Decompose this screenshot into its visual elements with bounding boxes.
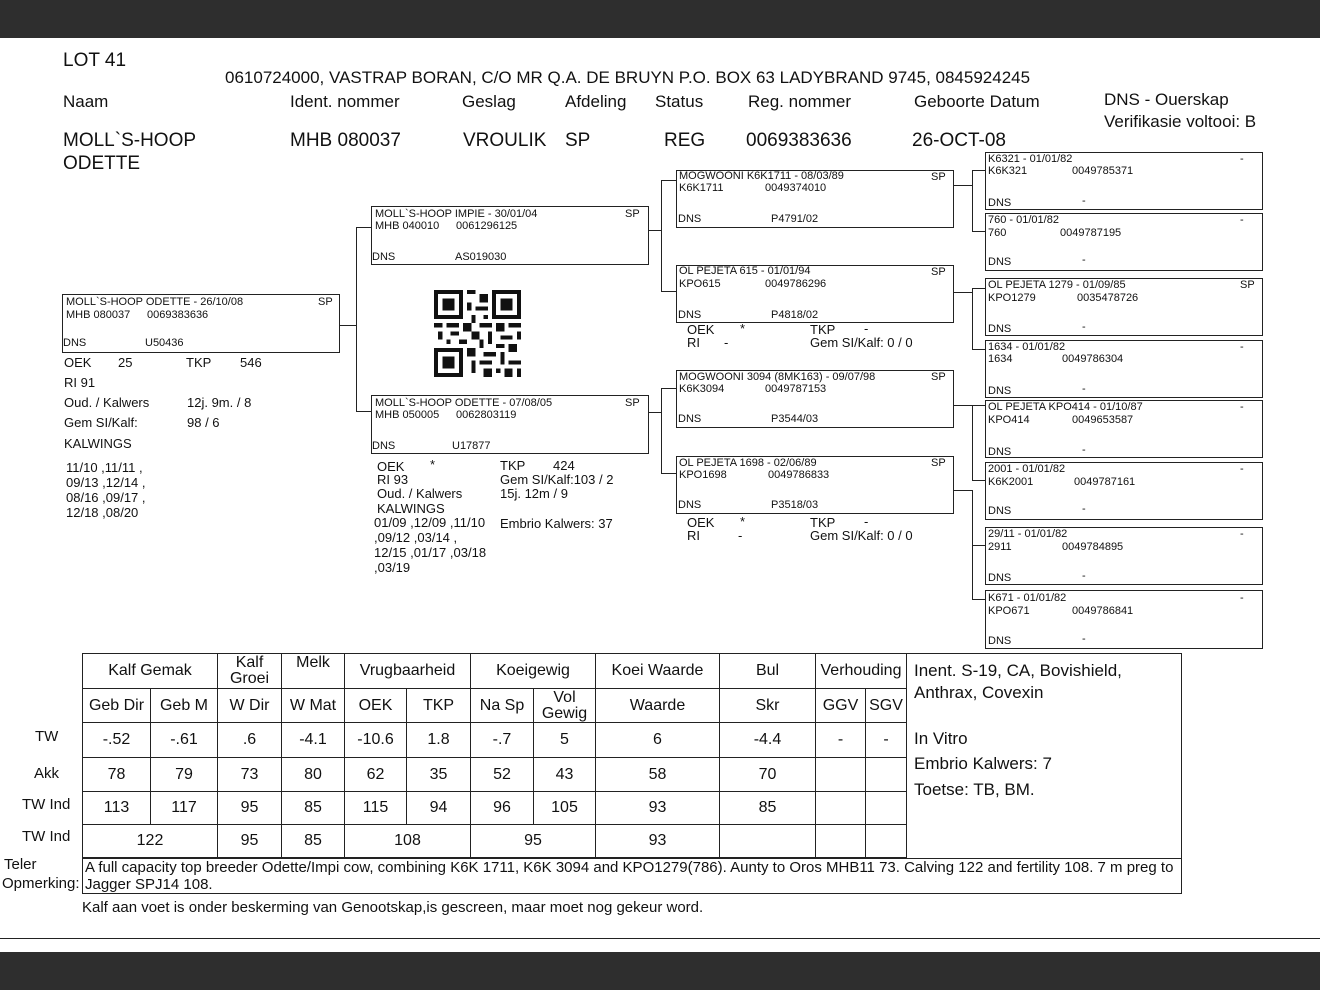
cell bbox=[866, 792, 907, 825]
pedigree-box-great-grandparent bbox=[985, 590, 1263, 649]
gp-tkp-label: TKP bbox=[810, 322, 836, 337]
box-dns: DNS bbox=[372, 440, 396, 452]
dam-kalwings-4: ,03/19 bbox=[374, 560, 411, 575]
top-bar bbox=[0, 0, 1320, 38]
cell: 73 bbox=[218, 758, 282, 792]
box-title: OL PEJETA 1279 - 01/09/85 bbox=[988, 279, 1126, 291]
box-id: 760 bbox=[988, 227, 1007, 239]
pedigree-line bbox=[661, 473, 677, 474]
box-id: K6K321 bbox=[988, 165, 1028, 177]
box-title: K671 - 01/01/82 bbox=[988, 592, 1067, 604]
animal-afdeling: SP bbox=[565, 130, 591, 151]
cell: -.61 bbox=[151, 723, 218, 758]
group-koeigewig: Koeigewig bbox=[471, 654, 596, 689]
pedigree-line bbox=[356, 227, 357, 412]
dam-oud-label: Oud. / Kalwers bbox=[377, 486, 463, 501]
box-title: MOGWOONI K6K1711 - 08/03/89 bbox=[679, 170, 844, 182]
box-dns-no: - bbox=[1082, 321, 1086, 333]
dam-embrio: Embrio Kalwers: 37 bbox=[500, 516, 613, 531]
group-verhouding: Verhouding bbox=[816, 654, 907, 689]
box-id: K6K3094 bbox=[679, 383, 725, 395]
sub-w-mat: W Mat bbox=[282, 689, 345, 723]
opmerking-label: Opmerking: bbox=[2, 875, 80, 892]
dam-kalwings-2: ,09/12 ,03/14 , bbox=[374, 530, 458, 545]
pedigree-box-grandparent bbox=[676, 265, 954, 323]
cell bbox=[816, 758, 866, 792]
cell: 58 bbox=[596, 758, 720, 792]
pedigree-box-great-grandparent bbox=[985, 152, 1263, 210]
box-dns-no: P4818/02 bbox=[771, 309, 819, 321]
box-title: MOLL`S-HOOP ODETTE - 07/08/05 bbox=[375, 397, 553, 409]
teler-label: Teler bbox=[4, 856, 37, 873]
gp-gem: Gem SI/Kalf: 0 / 0 bbox=[810, 528, 913, 543]
box-id: KPO414 bbox=[988, 414, 1030, 426]
pedigree-line bbox=[661, 388, 677, 389]
performance-table bbox=[82, 653, 907, 858]
row-label-tw-ind-2: TW Ind bbox=[22, 828, 71, 845]
box-reg: 0049786296 bbox=[765, 278, 827, 290]
gp-oek-label: OEK bbox=[687, 322, 715, 337]
cell: 117 bbox=[151, 792, 218, 825]
box-reg: 0061296125 bbox=[456, 220, 518, 232]
in-vitro: In Vitro bbox=[914, 729, 968, 748]
row-tw-ind-2 bbox=[83, 825, 907, 858]
embrio-kalwers: Embrio Kalwers: 7 bbox=[914, 754, 1052, 773]
subject-gem-label: Gem SI/Kalf: bbox=[64, 415, 138, 430]
notes-box bbox=[906, 653, 1182, 859]
box-sp: - bbox=[1240, 401, 1244, 413]
box-dns: DNS bbox=[988, 385, 1012, 397]
cell: 1.8 bbox=[407, 723, 471, 758]
pedigree-line bbox=[972, 545, 986, 546]
row-label-tw-ind: TW Ind bbox=[22, 796, 71, 813]
pedigree-line bbox=[972, 170, 986, 171]
box-dns: DNS bbox=[988, 323, 1012, 335]
pedigree-box-sire bbox=[371, 206, 649, 265]
cell: -.52 bbox=[83, 723, 151, 758]
sub-vol-gewig: Vol Gewig bbox=[534, 689, 596, 723]
gp-tkp-value: - bbox=[864, 514, 869, 529]
pedigree-box-great-grandparent bbox=[985, 527, 1263, 585]
box-dns: DNS bbox=[988, 635, 1012, 647]
subject-kalwings: KALWINGS bbox=[64, 436, 132, 451]
cell: 93 bbox=[596, 792, 720, 825]
subject-tkp-value: 546 bbox=[240, 355, 262, 370]
inent-line-2: Anthrax, Covexin bbox=[914, 683, 1044, 702]
box-dns-no: U50436 bbox=[145, 337, 184, 349]
box-dns-no: - bbox=[1082, 195, 1086, 207]
toetse: Toetse: TB, BM. bbox=[914, 780, 1035, 799]
cell: 43 bbox=[534, 758, 596, 792]
pedigree-line bbox=[972, 288, 986, 289]
cell: 108 bbox=[345, 825, 471, 858]
dam-oud-value: 15j. 12m / 9 bbox=[500, 486, 568, 501]
gp-ri-label: RI bbox=[687, 335, 700, 350]
pedigree-line bbox=[954, 490, 972, 491]
cell: -4.1 bbox=[282, 723, 345, 758]
gp-oek-value: * bbox=[740, 321, 746, 336]
sub-geb-dir: Geb Dir bbox=[83, 689, 151, 723]
box-id: KPO1279 bbox=[988, 292, 1036, 304]
cell: 95 bbox=[471, 825, 596, 858]
box-dns: DNS bbox=[988, 197, 1012, 209]
comment-text: A full capacity top breeder Odette/Impi cow, combining K6K 1711, K6K 3094 and KPO1279(786). Aunty to Oros MHB11 73. Calving 122 and fertility 108. 7 m preg to Jagger SPJ14 108. bbox=[82, 858, 1182, 894]
box-dns-no: P4791/02 bbox=[771, 213, 819, 225]
sub-tkp: TKP bbox=[407, 689, 471, 723]
gp-tkp-value: - bbox=[864, 321, 869, 336]
box-reg: 0049787195 bbox=[1060, 227, 1122, 239]
cell: 95 bbox=[218, 792, 282, 825]
subject-tkp-label: TKP bbox=[186, 355, 212, 370]
box-dns-no: AS019030 bbox=[455, 251, 507, 263]
cell: 79 bbox=[151, 758, 218, 792]
cell: 122 bbox=[83, 825, 218, 858]
label-geboorte: Geboorte Datum bbox=[914, 92, 1040, 111]
pedigree-box-dam bbox=[371, 395, 649, 454]
pedigree-line bbox=[972, 231, 986, 232]
dam-tkp-value: 424 bbox=[553, 458, 575, 473]
footer-rule bbox=[0, 938, 1320, 939]
box-dns-no: - bbox=[1082, 503, 1086, 515]
cell: 113 bbox=[83, 792, 151, 825]
sub-geb-m: Geb M bbox=[151, 689, 218, 723]
pedigree-line bbox=[649, 230, 661, 231]
box-sp: - bbox=[1240, 341, 1244, 353]
subject-gem-value: 98 / 6 bbox=[187, 415, 220, 430]
box-id: K6K1711 bbox=[679, 182, 724, 194]
subject-kalwings-2: 09/13 ,12/14 , bbox=[66, 475, 146, 490]
box-reg: 0062803119 bbox=[456, 409, 517, 421]
animal-ident: MHB 080037 bbox=[290, 130, 401, 151]
pedigree-box-grandparent bbox=[676, 370, 954, 428]
sub-sgv: SGV bbox=[866, 689, 907, 723]
box-title: K6321 - 01/01/82 bbox=[988, 153, 1073, 165]
box-dns: DNS bbox=[678, 309, 702, 321]
row-akk bbox=[83, 758, 907, 792]
sub-oek: OEK bbox=[345, 689, 407, 723]
animal-geslag: VROULIK bbox=[463, 130, 547, 151]
box-reg: 0049786304 bbox=[1062, 353, 1124, 365]
box-sp: - bbox=[1240, 528, 1244, 540]
pedigree-line bbox=[972, 405, 986, 406]
cell: 78 bbox=[83, 758, 151, 792]
box-id: K6K2001 bbox=[988, 476, 1034, 488]
box-reg: 0049787153 bbox=[765, 383, 827, 395]
cell: - bbox=[816, 723, 866, 758]
box-reg: 0069383636 bbox=[147, 309, 209, 321]
box-reg: 0049653587 bbox=[1072, 414, 1134, 426]
group-kalf-groei: Kalf Groei bbox=[218, 654, 282, 689]
box-sp: SP bbox=[931, 457, 946, 469]
pedigree-line bbox=[972, 480, 986, 481]
subject-oek-value: 25 bbox=[118, 355, 133, 370]
gp-oek-label: OEK bbox=[687, 515, 715, 530]
box-sp: - bbox=[1240, 153, 1244, 165]
box-title: OL PEJETA 615 - 01/01/94 bbox=[679, 265, 811, 277]
cell: 6 bbox=[596, 723, 720, 758]
bottom-bar bbox=[0, 952, 1320, 990]
box-dns-no: - bbox=[1082, 383, 1086, 395]
box-reg: 0049786841 bbox=[1072, 605, 1134, 617]
box-reg: 0049786833 bbox=[768, 469, 830, 481]
pedigree-box-grandparent bbox=[676, 456, 954, 514]
pedigree-box-great-grandparent bbox=[985, 278, 1263, 336]
subject-ri: RI 91 bbox=[64, 375, 96, 390]
cell: 105 bbox=[534, 792, 596, 825]
box-sp: SP bbox=[1240, 279, 1255, 291]
pedigree-line bbox=[356, 227, 372, 228]
group-bul: Bul bbox=[720, 654, 816, 689]
pedigree-line bbox=[954, 185, 972, 186]
box-reg: 0049374010 bbox=[765, 182, 827, 194]
gp-tkp-label: TKP bbox=[810, 515, 836, 530]
pedigree-line bbox=[649, 412, 661, 413]
box-id: KPO615 bbox=[679, 278, 721, 290]
box-dns: DNS bbox=[678, 413, 702, 425]
box-title: 29/11 - 01/01/82 bbox=[988, 528, 1068, 540]
label-geslag: Geslag bbox=[462, 92, 516, 111]
box-id: 2911 bbox=[988, 541, 1012, 553]
row-label-akk: Akk bbox=[34, 765, 60, 782]
pedigree-line bbox=[661, 180, 662, 292]
cell bbox=[866, 758, 907, 792]
cell: 95 bbox=[218, 825, 282, 858]
cell: 5 bbox=[534, 723, 596, 758]
pedigree-line bbox=[972, 170, 973, 232]
pedigree-box-great-grandparent bbox=[985, 340, 1263, 398]
box-reg: 0035478726 bbox=[1077, 292, 1139, 304]
box-id: KPO671 bbox=[988, 605, 1030, 617]
pedigree-line bbox=[972, 288, 973, 350]
subject-oud-value: 12j. 9m. / 8 bbox=[187, 395, 252, 410]
dns-verify: Verifikasie voltooi: B bbox=[1104, 112, 1257, 131]
cell: 85 bbox=[720, 792, 816, 825]
dam-kalwings: KALWINGS bbox=[377, 501, 445, 516]
box-sp: SP bbox=[931, 171, 946, 183]
cell: 70 bbox=[720, 758, 816, 792]
dam-gem: Gem SI/Kalf:103 / 2 bbox=[500, 472, 614, 487]
cell: 93 bbox=[596, 825, 720, 858]
cell: -4.4 bbox=[720, 723, 816, 758]
cell bbox=[816, 792, 866, 825]
dam-ri: RI 93 bbox=[377, 472, 409, 487]
pedigree-line bbox=[661, 180, 677, 181]
box-id: MHB 040010 bbox=[375, 220, 440, 232]
label-reg: Reg. nommer bbox=[748, 92, 851, 111]
gp-ri-value: - bbox=[724, 335, 729, 350]
box-title: 760 - 01/01/82 bbox=[988, 214, 1059, 226]
box-dns-no: U17877 bbox=[452, 440, 491, 452]
animal-status: REG bbox=[664, 130, 706, 151]
cell: -10.6 bbox=[345, 723, 407, 758]
group-melk: Melk bbox=[282, 654, 345, 689]
inent-line-1: Inent. S-19, CA, Bovishield, bbox=[914, 661, 1122, 680]
box-sp: - bbox=[1240, 592, 1244, 604]
cell: 85 bbox=[282, 825, 345, 858]
animal-reg: 0069383636 bbox=[746, 130, 852, 151]
cell: 94 bbox=[407, 792, 471, 825]
row-label-tw: TW bbox=[35, 728, 59, 745]
box-id: KPO1698 bbox=[679, 469, 727, 481]
box-dns-no: - bbox=[1082, 633, 1086, 645]
dam-oek-value: * bbox=[430, 457, 436, 472]
pedigree-line bbox=[661, 388, 662, 474]
cell: 62 bbox=[345, 758, 407, 792]
box-dns: DNS bbox=[678, 499, 702, 511]
cell: 80 bbox=[282, 758, 345, 792]
cell: 52 bbox=[471, 758, 534, 792]
gp-gem: Gem SI/Kalf: 0 / 0 bbox=[810, 335, 913, 350]
lot-number: LOT 41 bbox=[63, 50, 127, 71]
cell: 115 bbox=[345, 792, 407, 825]
subject-oek-label: OEK bbox=[64, 355, 92, 370]
pedigree-line bbox=[972, 349, 986, 350]
animal-born: 26-OCT-08 bbox=[912, 130, 1006, 151]
box-reg: 0049784895 bbox=[1062, 541, 1124, 553]
box-title: 2001 - 01/01/82 bbox=[988, 463, 1066, 475]
box-sp: SP bbox=[625, 397, 640, 409]
pedigree-box-grandparent bbox=[676, 170, 954, 228]
subject-oud-label: Oud. / Kalwers bbox=[64, 395, 150, 410]
box-id: 1634 bbox=[988, 353, 1013, 365]
sub-ggv: GGV bbox=[816, 689, 866, 723]
animal-name-1: MOLL`S-HOOP bbox=[63, 130, 197, 151]
box-reg: 0049785371 bbox=[1072, 165, 1134, 177]
box-title: MOGWOONI 3094 (8MK163) - 09/07/98 bbox=[679, 371, 876, 383]
pedigree-line bbox=[972, 599, 986, 600]
pedigree-line bbox=[954, 405, 972, 406]
box-sp: SP bbox=[625, 208, 640, 220]
gp-oek-value: * bbox=[740, 514, 746, 529]
row-tw-ind bbox=[83, 792, 907, 825]
box-title: OL PEJETA KPO414 - 01/10/87 bbox=[988, 401, 1143, 413]
pedigree-box-great-grandparent bbox=[985, 400, 1263, 458]
cell bbox=[720, 825, 816, 858]
dns-label: DNS - Ouerskap bbox=[1104, 90, 1229, 109]
box-sp: SP bbox=[931, 266, 946, 278]
row-tw bbox=[83, 723, 907, 758]
box-id: MHB 050005 bbox=[375, 409, 440, 421]
cell: - bbox=[866, 723, 907, 758]
label-naam: Naam bbox=[63, 92, 109, 111]
sub-w-dir: W Dir bbox=[218, 689, 282, 723]
box-dns: DNS bbox=[678, 213, 702, 225]
pedigree-box-subject bbox=[62, 294, 340, 353]
animal-name-2: ODETTE bbox=[63, 153, 141, 174]
cell: 85 bbox=[282, 792, 345, 825]
box-sp: - bbox=[1240, 463, 1244, 475]
box-dns: DNS bbox=[63, 337, 87, 349]
box-sp: SP bbox=[318, 296, 333, 308]
pedigree-line bbox=[954, 292, 972, 293]
box-dns: DNS bbox=[988, 446, 1012, 458]
box-sp: - bbox=[1240, 214, 1244, 226]
group-kalf-gemak: Kalf Gemak bbox=[83, 654, 218, 689]
pedigree-line bbox=[972, 405, 973, 481]
sub-skr: Skr bbox=[720, 689, 816, 723]
box-dns-no: - bbox=[1082, 570, 1086, 582]
subject-kalwings-1: 11/10 ,11/11 , bbox=[66, 460, 143, 475]
cell bbox=[816, 825, 866, 858]
box-dns-no: P3544/03 bbox=[771, 413, 819, 425]
pedigree-line bbox=[356, 411, 372, 412]
cell: -.7 bbox=[471, 723, 534, 758]
gp-ri-value: - bbox=[738, 528, 743, 543]
label-afdeling: Afdeling bbox=[565, 92, 627, 111]
subject-kalwings-4: 12/18 ,08/20 bbox=[66, 505, 139, 520]
dam-kalwings-3: 12/15 ,01/17 ,03/18 bbox=[374, 545, 487, 560]
dam-tkp-label: TKP bbox=[500, 458, 526, 473]
box-dns: DNS bbox=[372, 251, 396, 263]
box-dns-no: - bbox=[1082, 254, 1086, 266]
box-id: MHB 080037 bbox=[66, 309, 131, 321]
footnote: Kalf aan voet is onder beskerming van Genootskap,is gescreen, maar moet nog gekeur word. bbox=[82, 899, 704, 916]
cell: .6 bbox=[218, 723, 282, 758]
group-vrugbaarheid: Vrugbaarheid bbox=[345, 654, 471, 689]
cell: 96 bbox=[471, 792, 534, 825]
box-title: MOLL`S-HOOP ODETTE - 26/10/08 bbox=[66, 296, 244, 308]
box-sp: SP bbox=[931, 371, 946, 383]
sub-waarde: Waarde bbox=[596, 689, 720, 723]
label-status: Status bbox=[655, 92, 704, 111]
box-title: MOLL`S-HOOP IMPIE - 30/01/04 bbox=[375, 208, 538, 220]
breeder-line: 0610724000, VASTRAP BORAN, C/O MR Q.A. DE BRUYN P.O. BOX 63 LADYBRAND 9745, 0845924245 bbox=[225, 68, 1031, 87]
pedigree-line bbox=[661, 291, 677, 292]
box-reg: 0049787161 bbox=[1074, 476, 1136, 488]
dam-oek-label: OEK bbox=[377, 459, 405, 474]
cell bbox=[866, 825, 907, 858]
box-dns: DNS bbox=[988, 572, 1012, 584]
label-ident: Ident. nommer bbox=[290, 92, 400, 111]
box-dns-no: - bbox=[1082, 444, 1086, 456]
box-title: 1634 - 01/01/82 bbox=[988, 341, 1066, 353]
pedigree-line bbox=[340, 325, 356, 326]
cell: 35 bbox=[407, 758, 471, 792]
pedigree-box-great-grandparent bbox=[985, 213, 1263, 271]
box-title: OL PEJETA 1698 - 02/06/89 bbox=[679, 457, 817, 469]
qr-code bbox=[432, 290, 523, 377]
box-dns: DNS bbox=[988, 505, 1012, 517]
sub-na-sp: Na Sp bbox=[471, 689, 534, 723]
pedigree-box-great-grandparent bbox=[985, 462, 1263, 520]
gp-ri-label: RI bbox=[687, 528, 700, 543]
box-dns-no: P3518/03 bbox=[771, 499, 819, 511]
group-koei-waarde: Koei Waarde bbox=[596, 654, 720, 689]
subject-kalwings-3: 08/16 ,09/17 , bbox=[66, 490, 146, 505]
box-dns: DNS bbox=[988, 256, 1012, 268]
dam-kalwings-1: 01/09 ,12/09 ,11/10 bbox=[374, 515, 486, 530]
